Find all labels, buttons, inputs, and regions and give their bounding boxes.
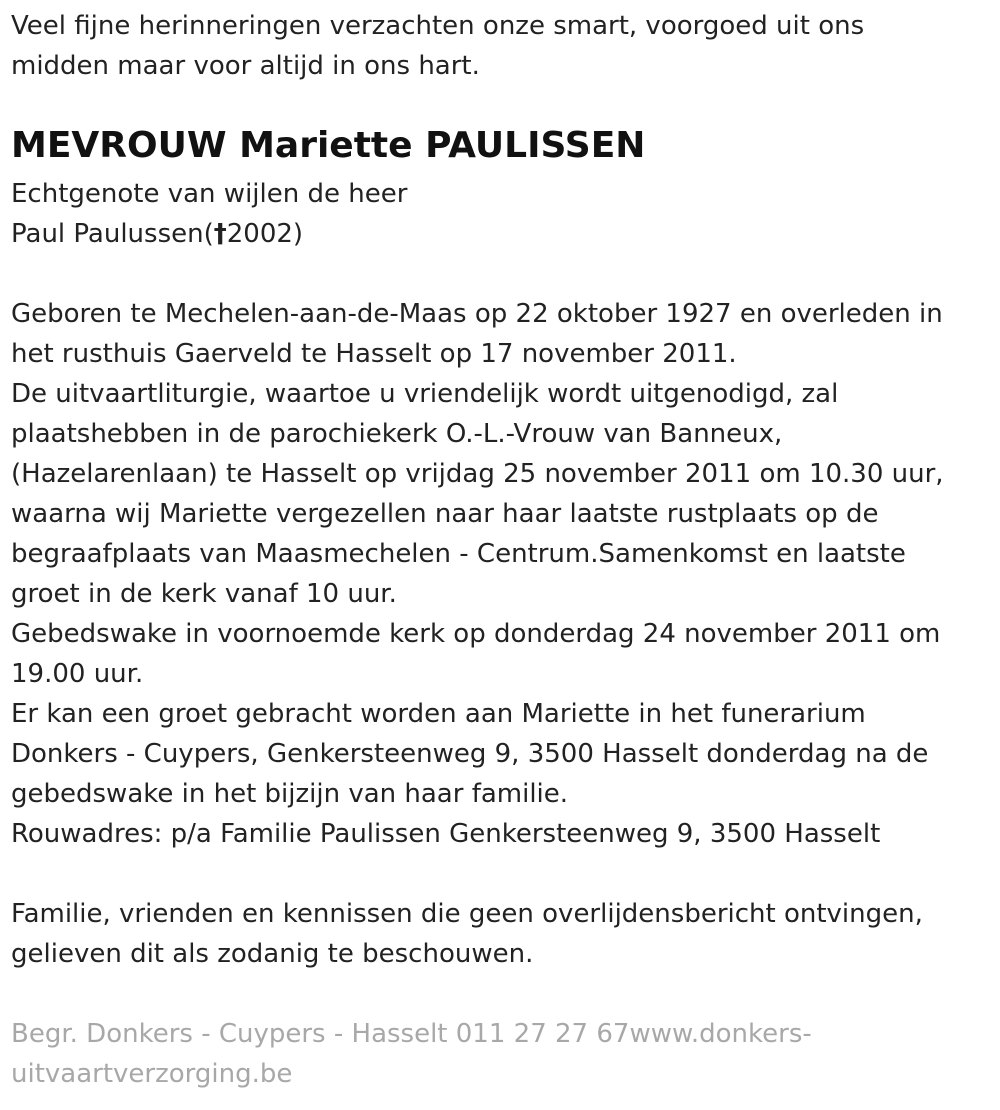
intro-line: midden maar voor altijd in ons hart. xyxy=(11,51,480,81)
spouse-name: Paul Paulussen( xyxy=(11,219,214,249)
deceased-name: MEVROUW Mariette PAULISSEN xyxy=(11,125,646,166)
body-line: 19.00 uur. xyxy=(11,659,144,689)
body-line: (Hazelarenlaan) te Hasselt op vrijdag 25 november 2011 om 10.30 uur, xyxy=(11,459,944,489)
body-line: het rusthuis Gaerveld te Hasselt op 17 november 2011. xyxy=(11,339,737,369)
body-line: Donkers - Cuypers, Genkersteenweg 9, 3500 Hasselt donderdag na de xyxy=(11,739,929,769)
intro-text xyxy=(11,6,864,86)
closing-line: gelieven dit als zodanig te beschouwen. xyxy=(11,939,534,969)
obituary-body xyxy=(11,294,944,854)
body-line: plaatshebben in de parochiekerk O.-L.-Vrouw van Banneux, xyxy=(11,419,783,449)
spouse-info xyxy=(11,174,407,254)
body-line: Gebedswake in voornoemde kerk op donderdag 24 november 2011 om xyxy=(11,619,941,649)
footer-line: uitvaartverzorging.be xyxy=(11,1059,293,1089)
closing-text xyxy=(11,894,923,974)
body-line: begraafplaats van Maasmechelen - Centrum.Samenkomst en laatste xyxy=(11,539,906,569)
spouse-name-line xyxy=(11,214,407,254)
mourning-address: Rouwadres: p/a Familie Paulissen Genkersteenweg 9, 3500 Hasselt xyxy=(11,819,881,849)
funeral-home-footer xyxy=(11,1014,812,1094)
body-line: gebedswake in het bijzijn van haar familie. xyxy=(11,779,569,809)
spouse-death-year: 2002) xyxy=(226,219,304,249)
body-line: Geboren te Mechelen-aan-de-Maas op 22 oktober 1927 en overleden in xyxy=(11,299,943,329)
body-line: groet in de kerk vanaf 10 uur. xyxy=(11,579,397,609)
closing-line: Familie, vrienden en kennissen die geen overlijdensbericht ontvingen, xyxy=(11,899,923,929)
footer-line: Begr. Donkers - Cuypers - Hasselt 011 27 27 67www.donkers- xyxy=(11,1019,812,1049)
intro-line: Veel fijne herinneringen verzachten onze smart, voorgoed uit ons xyxy=(11,11,865,41)
spouse-line: Echtgenote van wijlen de heer xyxy=(11,179,408,209)
cross-icon: † xyxy=(213,219,227,249)
body-line: De uitvaartliturgie, waartoe u vriendelijk wordt uitgenodigd, zal xyxy=(11,379,839,409)
body-line: waarna wij Mariette vergezellen naar haar laatste rustplaats op de xyxy=(11,499,879,529)
body-line: Er kan een groet gebracht worden aan Mariette in het funerarium xyxy=(11,699,866,729)
